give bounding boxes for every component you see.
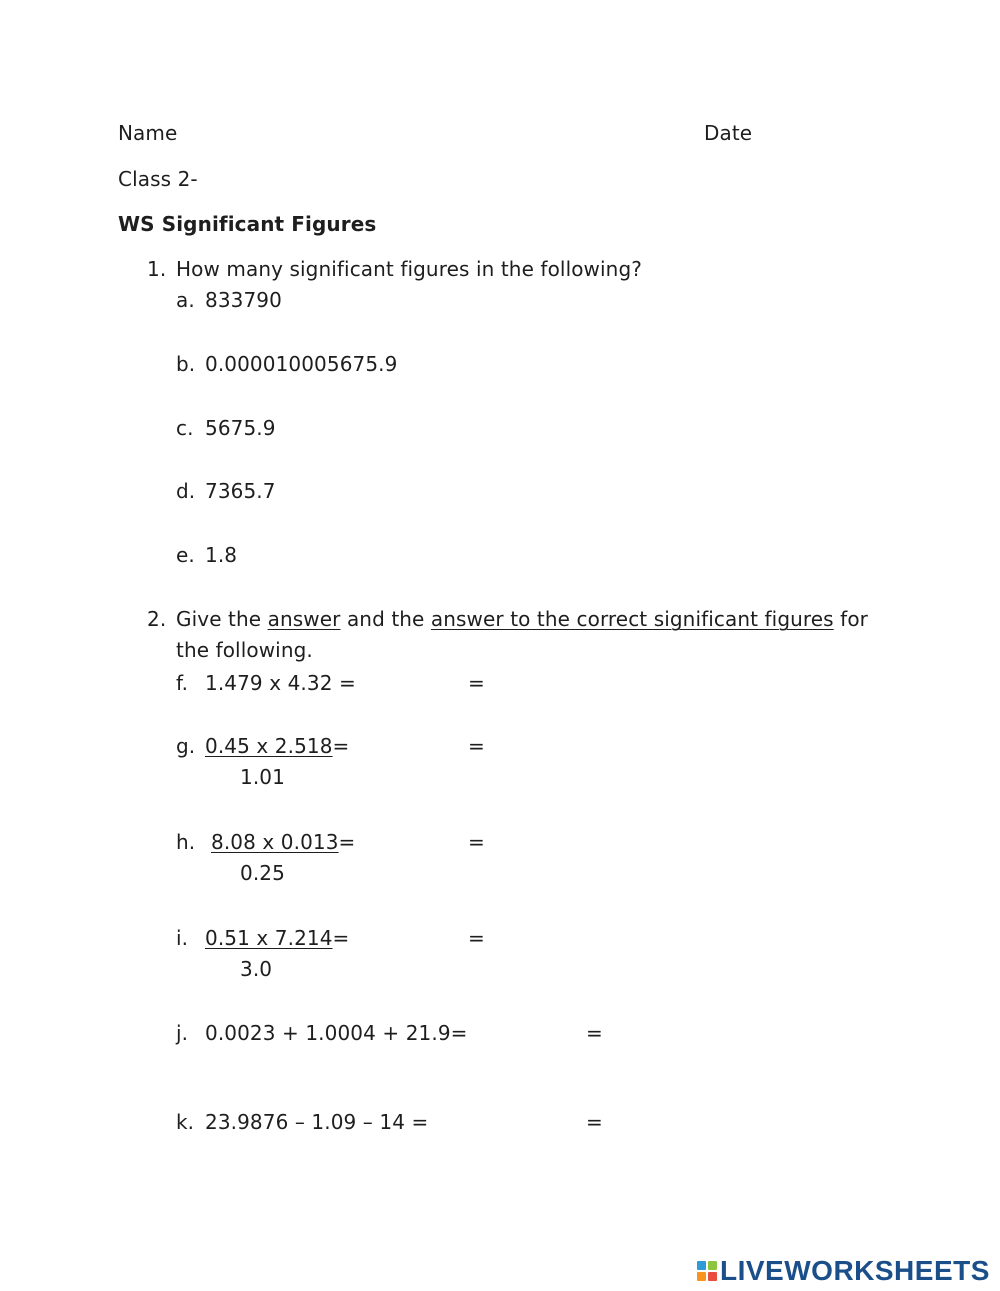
item-a-label: a. [176,288,195,312]
item-b-label: b. [176,352,196,376]
item-j-expression: 0.0023 + 1.0004 + 21.9= [205,1021,468,1045]
item-g-label: g. [176,734,196,758]
item-g-suffix: = [332,734,350,758]
question-2-number: 2. [147,607,167,631]
liveworksheets-logo [697,1256,990,1286]
item-f-equals: = [468,671,485,695]
item-a-value: 833790 [205,288,282,312]
item-e-value: 1.8 [205,543,238,567]
item-k-label: k. [176,1110,195,1134]
item-h-fraction [211,830,355,854]
item-i-suffix: = [332,926,350,950]
name-label: Name [118,121,178,145]
item-h-suffix: = [338,830,356,854]
prompt-text-1: Give the [176,607,268,631]
item-h-numerator: 8.08 x 0.013 [211,830,339,854]
logo-square-3 [697,1272,706,1281]
prompt-text-2: and the [340,607,431,631]
question-2-prompt-line2: the following. [176,638,313,662]
date-label: Date [704,121,753,145]
item-c-label: c. [176,416,194,440]
class-label: Class 2- [118,167,198,191]
prompt-answer: answer [267,607,341,631]
item-f-label: f. [176,671,189,695]
item-d-value: 7365.7 [205,479,276,503]
question-1-number: 1. [147,257,167,281]
prompt-answer-correct: answer to the correct significant figures [430,607,834,631]
item-i-label: i. [176,926,189,950]
logo-square-2 [708,1261,717,1270]
item-k-expression: 23.9876 – 1.09 – 14 = [205,1110,429,1134]
item-j-label: j. [176,1021,189,1045]
item-d-label: d. [176,479,196,503]
question-1-prompt: How many significant figures in the following? [176,257,642,281]
question-2-prompt [176,607,868,631]
logo-square-1 [697,1261,706,1270]
item-k-equals: = [586,1110,603,1134]
item-g-numerator: 0.45 x 2.518 [205,734,333,758]
item-h-denominator: 0.25 [240,861,285,885]
item-h-label: h. [176,830,196,854]
item-i-fraction [205,926,349,950]
item-i-equals: = [468,926,485,950]
item-f-expression: 1.479 x 4.32 = [205,671,356,695]
logo-text: LIVEWORKSHEETS [720,1255,990,1286]
item-h-equals: = [468,830,485,854]
item-b-value: 0.000010005675.9 [205,352,398,376]
item-e-label: e. [176,543,195,567]
prompt-text-3: for [833,607,868,631]
item-j-equals: = [586,1021,603,1045]
item-g-denominator: 1.01 [240,765,285,789]
logo-square-4 [708,1272,717,1281]
item-g-equals: = [468,734,485,758]
item-i-numerator: 0.51 x 7.214 [205,926,333,950]
worksheet-title: WS Significant Figures [118,212,377,236]
item-g-fraction [205,734,349,758]
item-i-denominator: 3.0 [240,957,273,981]
logo-grid-icon [697,1261,717,1281]
item-c-value: 5675.9 [205,416,276,440]
